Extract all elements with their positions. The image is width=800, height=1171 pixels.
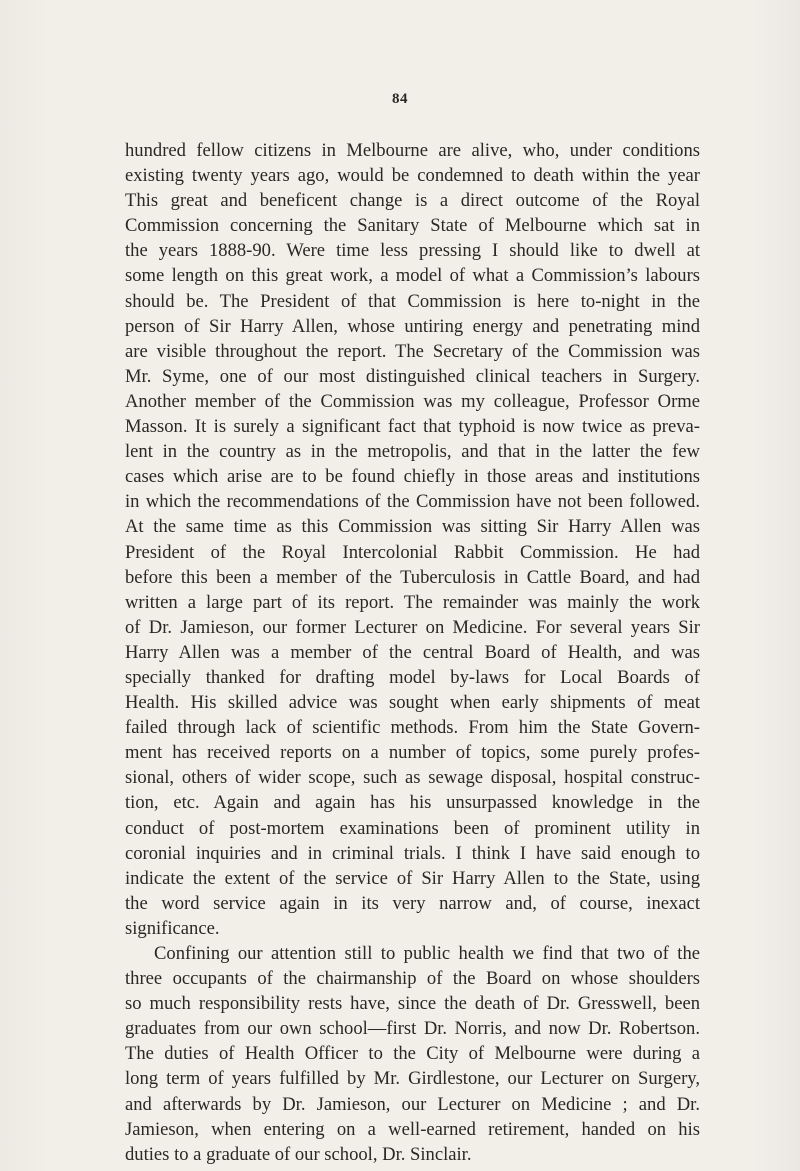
text-line: the years 1888-90. Were time less pressing I should like to dwell at bbox=[125, 240, 700, 262]
text-line: tion, etc. Again and again has his unsurpassed knowledge in the bbox=[125, 792, 700, 814]
text-line: Commission concerning the Sanitary State of Melbourne which sat in bbox=[125, 215, 700, 237]
text-line: failed through lack of scientific methods. From him the State Govern- bbox=[125, 717, 700, 739]
text-line: significance. bbox=[125, 917, 220, 939]
text-line: Confining our attention still to public health we find that two of the bbox=[154, 943, 700, 964]
text-line: graduates from our own school—first Dr. Norris, and now Dr. Robertson. bbox=[125, 1018, 700, 1040]
text-line: the word service again in its very narrow and, of course, inexact bbox=[125, 892, 700, 914]
text-line: in which the recommendations of the Commission have not been followed. bbox=[125, 491, 700, 513]
text-line: President of the Royal Intercolonial Rabbit Commission. He had bbox=[125, 541, 700, 563]
text-line: three occupants of the chairmanship of the Board on whose shoulders bbox=[125, 968, 700, 990]
text-line: person of Sir Harry Allen, whose untiring energy and penetrating mind bbox=[125, 315, 700, 337]
body-text bbox=[125, 138, 700, 1167]
text-line: The duties of Health Officer to the City of Melbourne were during a bbox=[125, 1043, 700, 1065]
text-line: of Dr. Jamieson, our former Lecturer on Medicine. For several years Sir bbox=[125, 616, 700, 638]
text-line: lent in the country as in the metropolis, and that in the latter the few bbox=[125, 441, 700, 463]
paragraph bbox=[125, 941, 700, 1167]
text-line: Jamieson, when entering on a well-earned retirement, handed on his bbox=[125, 1118, 700, 1140]
page-number: 84 bbox=[392, 91, 408, 107]
text-line: before this been a member of the Tuberculosis in Cattle Board, and had bbox=[125, 566, 700, 588]
text-line: conduct of post-mortem examinations been of prominent utility in bbox=[125, 817, 700, 839]
text-line: some length on this great work, a model of what a Commission’s labours bbox=[125, 265, 700, 287]
text-line: are visible throughout the report. The Secretary of the Commission was bbox=[125, 340, 700, 362]
text-line: Masson. It is surely a significant fact that typhoid is now twice as preva- bbox=[125, 416, 700, 438]
paragraph bbox=[125, 138, 700, 941]
text-line: existing twenty years ago, would be condemned to death within the year bbox=[125, 165, 700, 187]
text-line: duties to a graduate of our school, Dr. Sinclair. bbox=[125, 1143, 472, 1165]
text-line: so much responsibility rests have, since the death of Dr. Gresswell, been bbox=[125, 993, 700, 1015]
text-line: indicate the extent of the service of Sir Harry Allen to the State, using bbox=[125, 867, 700, 889]
text-line: Mr. Syme, one of our most distinguished clinical teachers in Surgery. bbox=[125, 365, 700, 387]
text-line: written a large part of its report. The remainder was mainly the work bbox=[125, 591, 700, 613]
text-line: cases which arise are to be found chiefly in those areas and institutions bbox=[125, 466, 700, 488]
text-line: hundred fellow citizens in Melbourne are alive, who, under conditions bbox=[125, 140, 700, 161]
text-line: sional, others of wider scope, such as sewage disposal, hospital construc- bbox=[125, 767, 700, 789]
text-line: long term of years fulfilled by Mr. Girdlestone, our Lecturer on Surgery, bbox=[125, 1068, 700, 1090]
text-line: and afterwards by Dr. Jamieson, our Lecturer on Medicine ; and Dr. bbox=[125, 1093, 700, 1115]
text-line: should be. The President of that Commission is here to-night in the bbox=[125, 290, 700, 312]
text-line: coronial inquiries and in criminal trials. I think I have said enough to bbox=[125, 842, 700, 864]
text-line: specially thanked for drafting model by-laws for Local Boards of bbox=[125, 666, 700, 688]
text-line: Health. His skilled advice was sought when early shipments of meat bbox=[125, 692, 700, 714]
text-line: Harry Allen was a member of the central Board of Health, and was bbox=[125, 641, 700, 663]
text-line: This great and beneficent change is a direct outcome of the Royal bbox=[125, 190, 700, 212]
text-line: At the same time as this Commission was sitting Sir Harry Allen was bbox=[125, 516, 700, 538]
text-line: ment has received reports on a number of topics, some purely profes- bbox=[125, 742, 700, 764]
text-line: Another member of the Commission was my colleague, Professor Orme bbox=[125, 390, 700, 412]
